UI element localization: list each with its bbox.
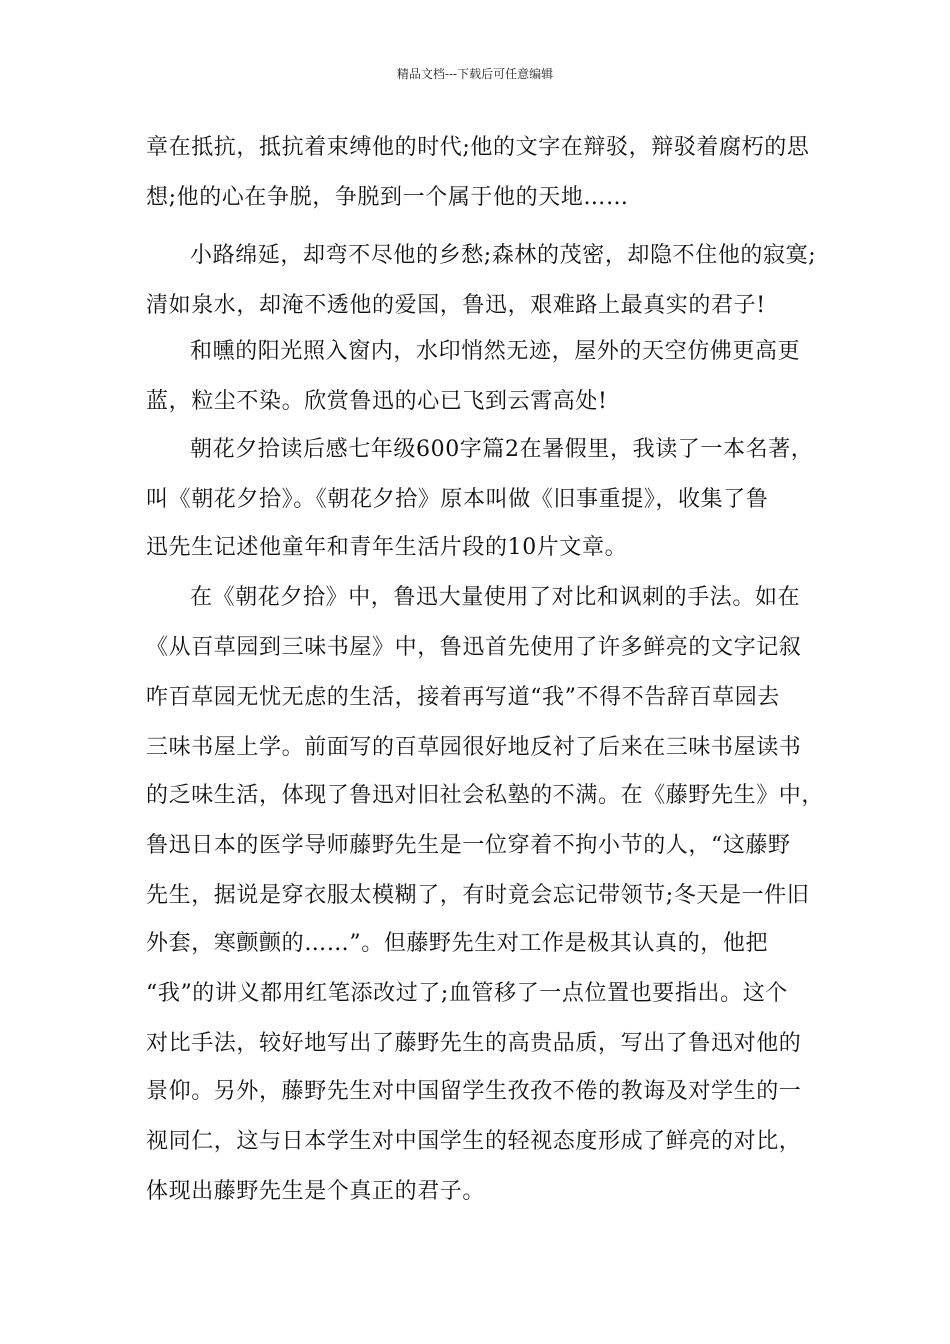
- text-line: 先生，据说是穿衣服太模糊了，有时竟会忘记带领节;冬天是一件旧: [146, 883, 810, 908]
- text-line: 清如泉水，却淹不透他的爱国，鲁迅，艰难路上最真实的君子!: [146, 293, 766, 318]
- paragraph-start-line: 小路绵延，却弯不尽他的乡愁;森林的茂密，却隐不住他的寂寞;: [190, 243, 817, 268]
- text-line: 外套，寒颤颤的……”。但藤野先生对工作是极其认真的，他把: [146, 931, 769, 956]
- text-line: 景仰。另外，藤野先生对中国留学生孜孜不倦的教诲及对学生的一: [146, 1079, 802, 1104]
- text-line: 叫《朝花夕拾》。《朝花夕拾》原本叫做《旧事重提》，收集了鲁: [146, 487, 769, 512]
- text-line: 《从百草园到三味书屋》中，鲁迅首先使用了许多鲜亮的文字记叙: [146, 635, 802, 660]
- text-line: 鲁迅日本的医学导师藤野先生是一位穿着不拘小节的人，“这藤野: [146, 833, 791, 858]
- paragraph-start-line: 和曛的阳光照入窗内，水印悄然无迹，屋外的天空仿佛更高更: [190, 339, 801, 364]
- text-line: 对比手法，较好地写出了藤野先生的高贵品质，写出了鲁迅对他的: [146, 1031, 802, 1056]
- paragraph-start-line: 在《朝花夕拾》中，鲁迅大量使用了对比和讽刺的手法。如在: [190, 585, 801, 610]
- paragraph-start-line: 朝花夕拾读后感七年级600字篇2在暑假里，我读了一本名著，: [190, 437, 814, 462]
- text-line: 咋百草园无忧无虑的生活，接着再写道“我”不得不告辞百草园去: [146, 685, 780, 710]
- text-line: 的乏味生活，体现了鲁迅对旧社会私塾的不满。在《藤野先生》中，: [146, 783, 825, 808]
- text-line: “我”的讲义都用红笔添改过了;血管移了一点位置也要指出。这个: [146, 981, 788, 1006]
- page-header: 精品文档---下载后可任意编辑: [396, 67, 554, 81]
- text-line: 视同仁，这与日本学生对中国学生的轻视态度形成了鲜亮的对比，: [146, 1129, 802, 1154]
- text-line: 体现出藤野先生是个真正的君子。: [146, 1179, 486, 1204]
- text-line: 章在抵抗，抵抗着束缚他的时代;他的文字在辩驳，辩驳着腐朽的思: [146, 135, 810, 160]
- text-line: 蓝，粒尘不染。欣赏鲁迅的心已飞到云霄高处!: [146, 389, 608, 414]
- text-line: 迅先生记述他童年和青年生活片段的10片文章。: [146, 535, 628, 560]
- text-line: 想;他的心在争脱，争脱到一个属于他的天地……: [146, 185, 629, 210]
- text-line: 三味书屋上学。前面写的百草园很好地反衬了后来在三味书屋读书: [146, 735, 802, 760]
